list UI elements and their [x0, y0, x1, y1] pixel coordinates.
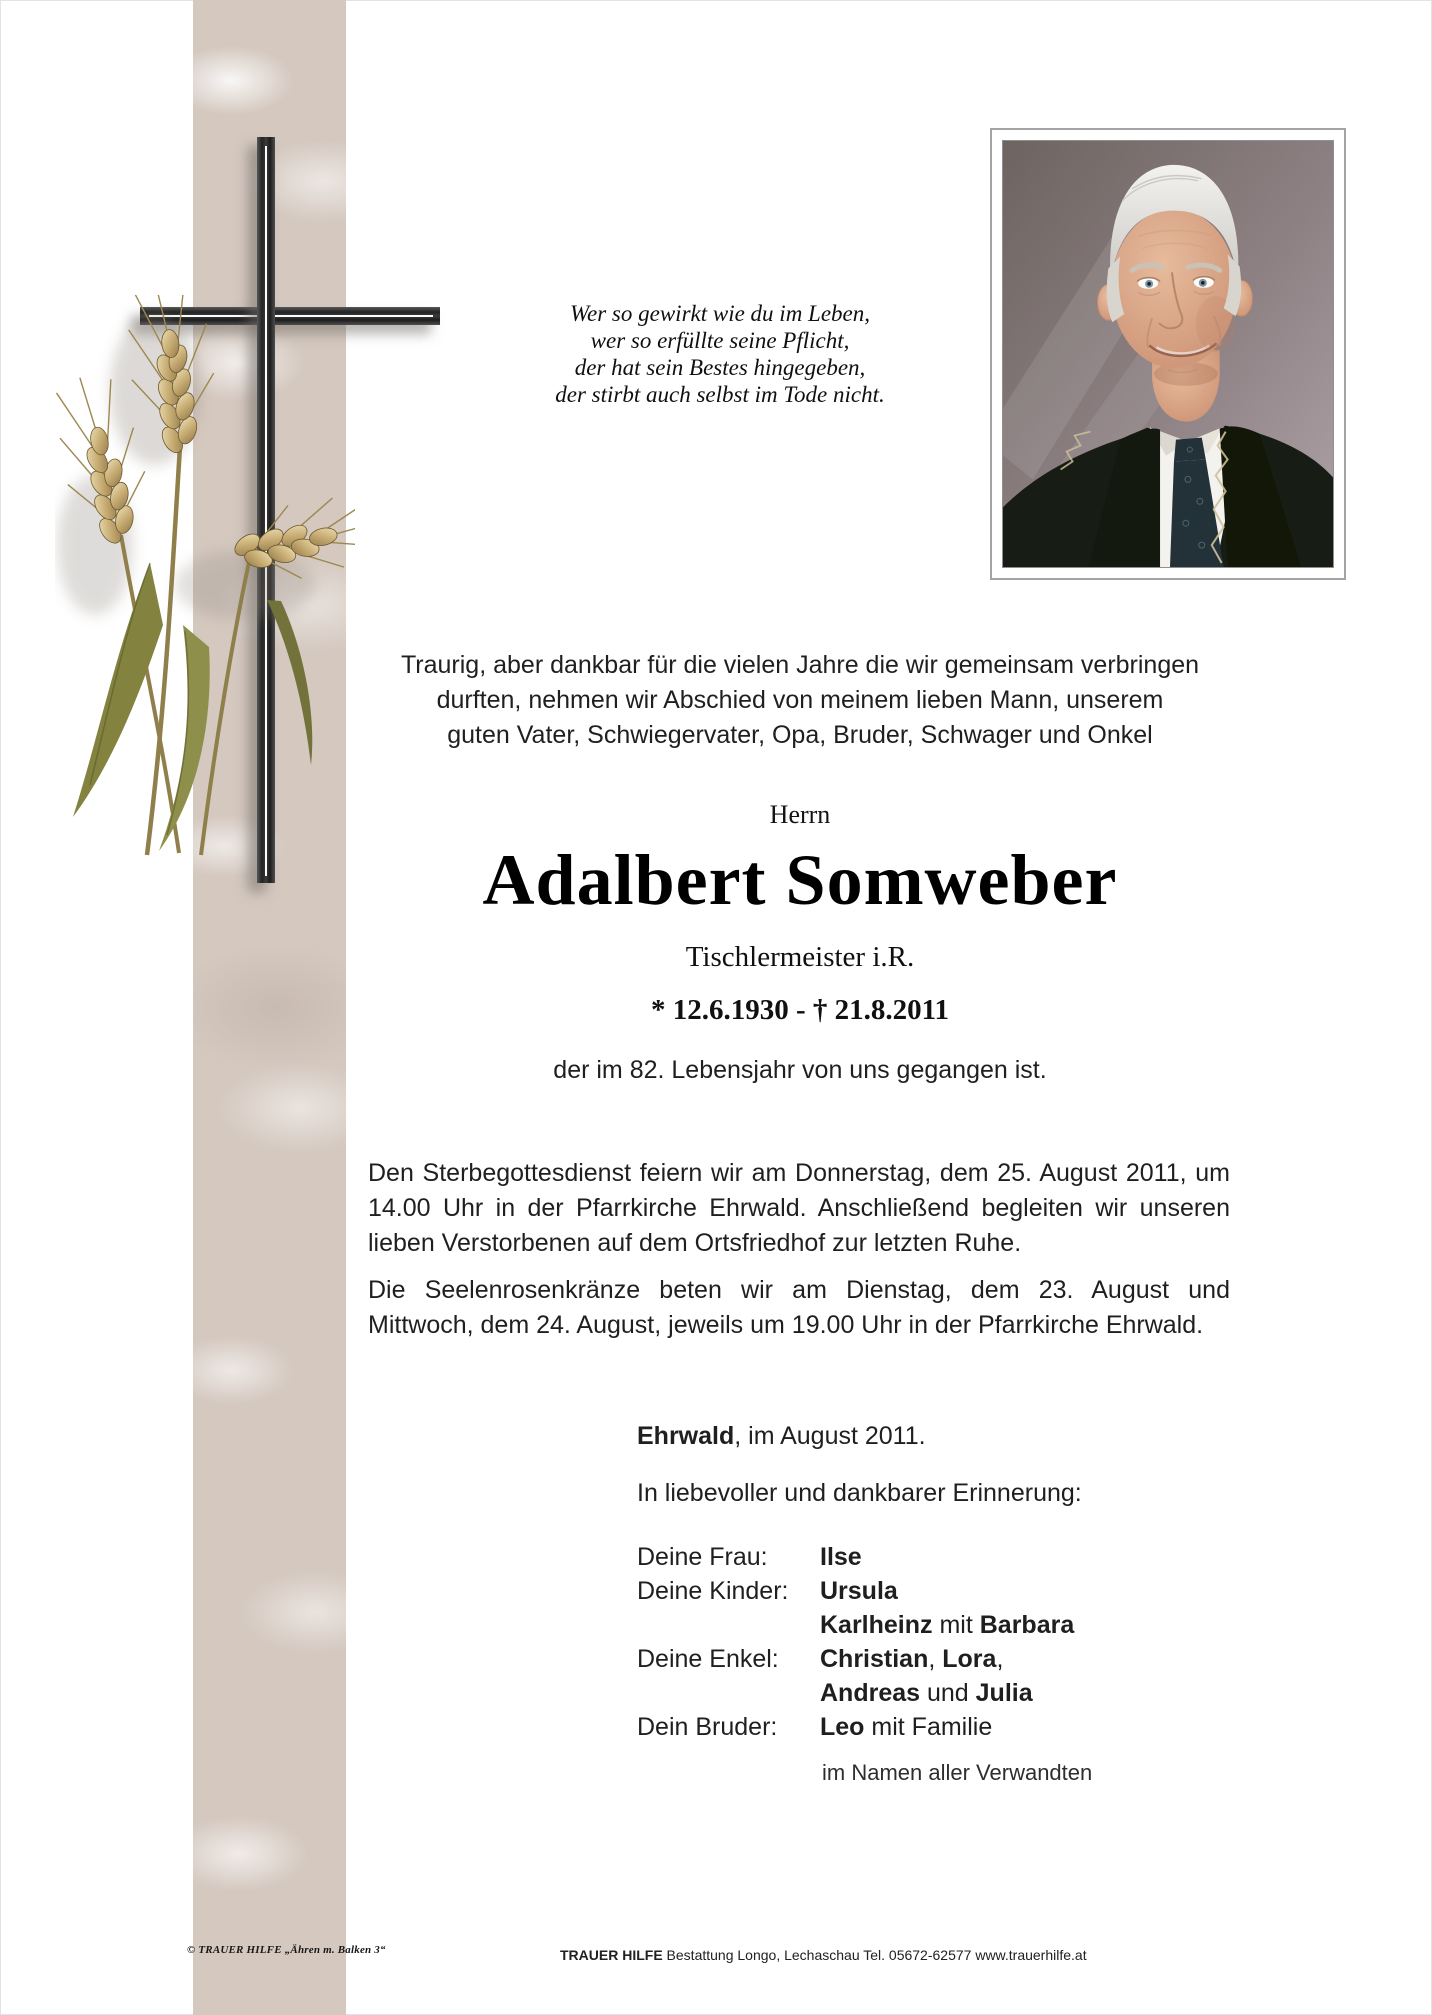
family-row — [637, 1676, 1074, 1710]
poem-line: der hat sein Bestes hingegeben, — [574, 355, 866, 380]
wheat-ears-illustration — [55, 295, 355, 875]
deceased-name: Adalbert Somweber — [482, 840, 1118, 920]
intro-line: durften, nehmen wir Abschied von meinem lieben Mann, unserem — [436, 686, 1164, 714]
in-names-line: im Namen aller Verwandten — [822, 1760, 1093, 1785]
service-announcement: Den Sterbegottesdienst feiern wir am Donnerstag, dem 25. August 2011, um 14.00 Uhr in der Pfarrkirche Ehrwald. Anschließend begleiten wir unseren lieben Verstorbenen auf dem Ortsfriedhof zur letzten Ruhe. — [368, 1159, 1230, 1257]
age-line: der im 82. Lebensjahr von uns gegangen ist. — [553, 1056, 1047, 1084]
relative-names: Christian, Lora, — [820, 1645, 1004, 1673]
funeral-home-details: Bestattung Longo, Lechaschau Tel. 05672-62577 www.trauerhilfe.at — [662, 1947, 1087, 1963]
intro-line: Traurig, aber dankbar für die vielen Jahre die wir gemeinsam verbringen — [400, 651, 1200, 679]
poem-line: wer so erfüllte seine Pflicht, — [590, 328, 850, 353]
family-list — [637, 1540, 1074, 1744]
relation-label: Deine Frau: — [637, 1543, 768, 1571]
profession: Tischlermeister i.R. — [685, 941, 915, 973]
relative-names: Karlheinz mit Barbara — [820, 1611, 1075, 1639]
poem-line: Wer so gewirkt wie du im Leben, — [569, 301, 871, 326]
portrait-photo — [990, 128, 1346, 580]
intro-text — [305, 648, 1295, 753]
relation-label: Deine Kinder: — [637, 1577, 789, 1605]
family-row — [637, 1710, 1074, 1744]
poem-line: der stirbt auch selbst im Tode nicht. — [555, 382, 885, 407]
place-and-date — [637, 1422, 926, 1451]
artwork-copyright: © TRAUER HILFE „Ähren m. Balken 3“ — [187, 1944, 386, 1956]
relation-label — [637, 1676, 820, 1710]
relation-label: Dein Bruder: — [637, 1713, 778, 1741]
place-name: Ehrwald — [637, 1422, 735, 1450]
place-date-rest: , im August 2011. — [734, 1422, 926, 1450]
family-row — [637, 1608, 1074, 1642]
funeral-home-brand: TRAUER HILFE — [560, 1947, 663, 1963]
memorial-poem — [490, 300, 950, 408]
funeral-home-imprint — [560, 1947, 1087, 1963]
relation-label — [637, 1608, 820, 1642]
salutation: Herrn — [769, 800, 831, 829]
relative-names: Leo mit Familie — [820, 1713, 993, 1741]
portrait-image — [1002, 140, 1334, 568]
intro-line: guten Vater, Schwiegervater, Opa, Bruder, Schwager und Onkel — [447, 721, 1153, 749]
life-dates: * 12.6.1930 - † 21.8.2011 — [650, 994, 950, 1026]
remembrance-line: In liebevoller und dankbarer Erinnerung: — [637, 1479, 1082, 1507]
family-row — [637, 1540, 1074, 1574]
family-row — [637, 1574, 1074, 1608]
relative-names: Ilse — [820, 1543, 862, 1571]
family-row — [637, 1642, 1074, 1676]
relative-names: Andreas und Julia — [820, 1679, 1033, 1707]
relation-label: Deine Enkel: — [637, 1645, 779, 1673]
rosary-announcement: Die Seelenrosenkränze beten wir am Dienstag, dem 23. August und Mittwoch, dem 24. August, jeweils um 19.00 Uhr in der Pfarrkirche Ehrwald. — [368, 1276, 1230, 1339]
relative-names: Ursula — [820, 1577, 898, 1605]
